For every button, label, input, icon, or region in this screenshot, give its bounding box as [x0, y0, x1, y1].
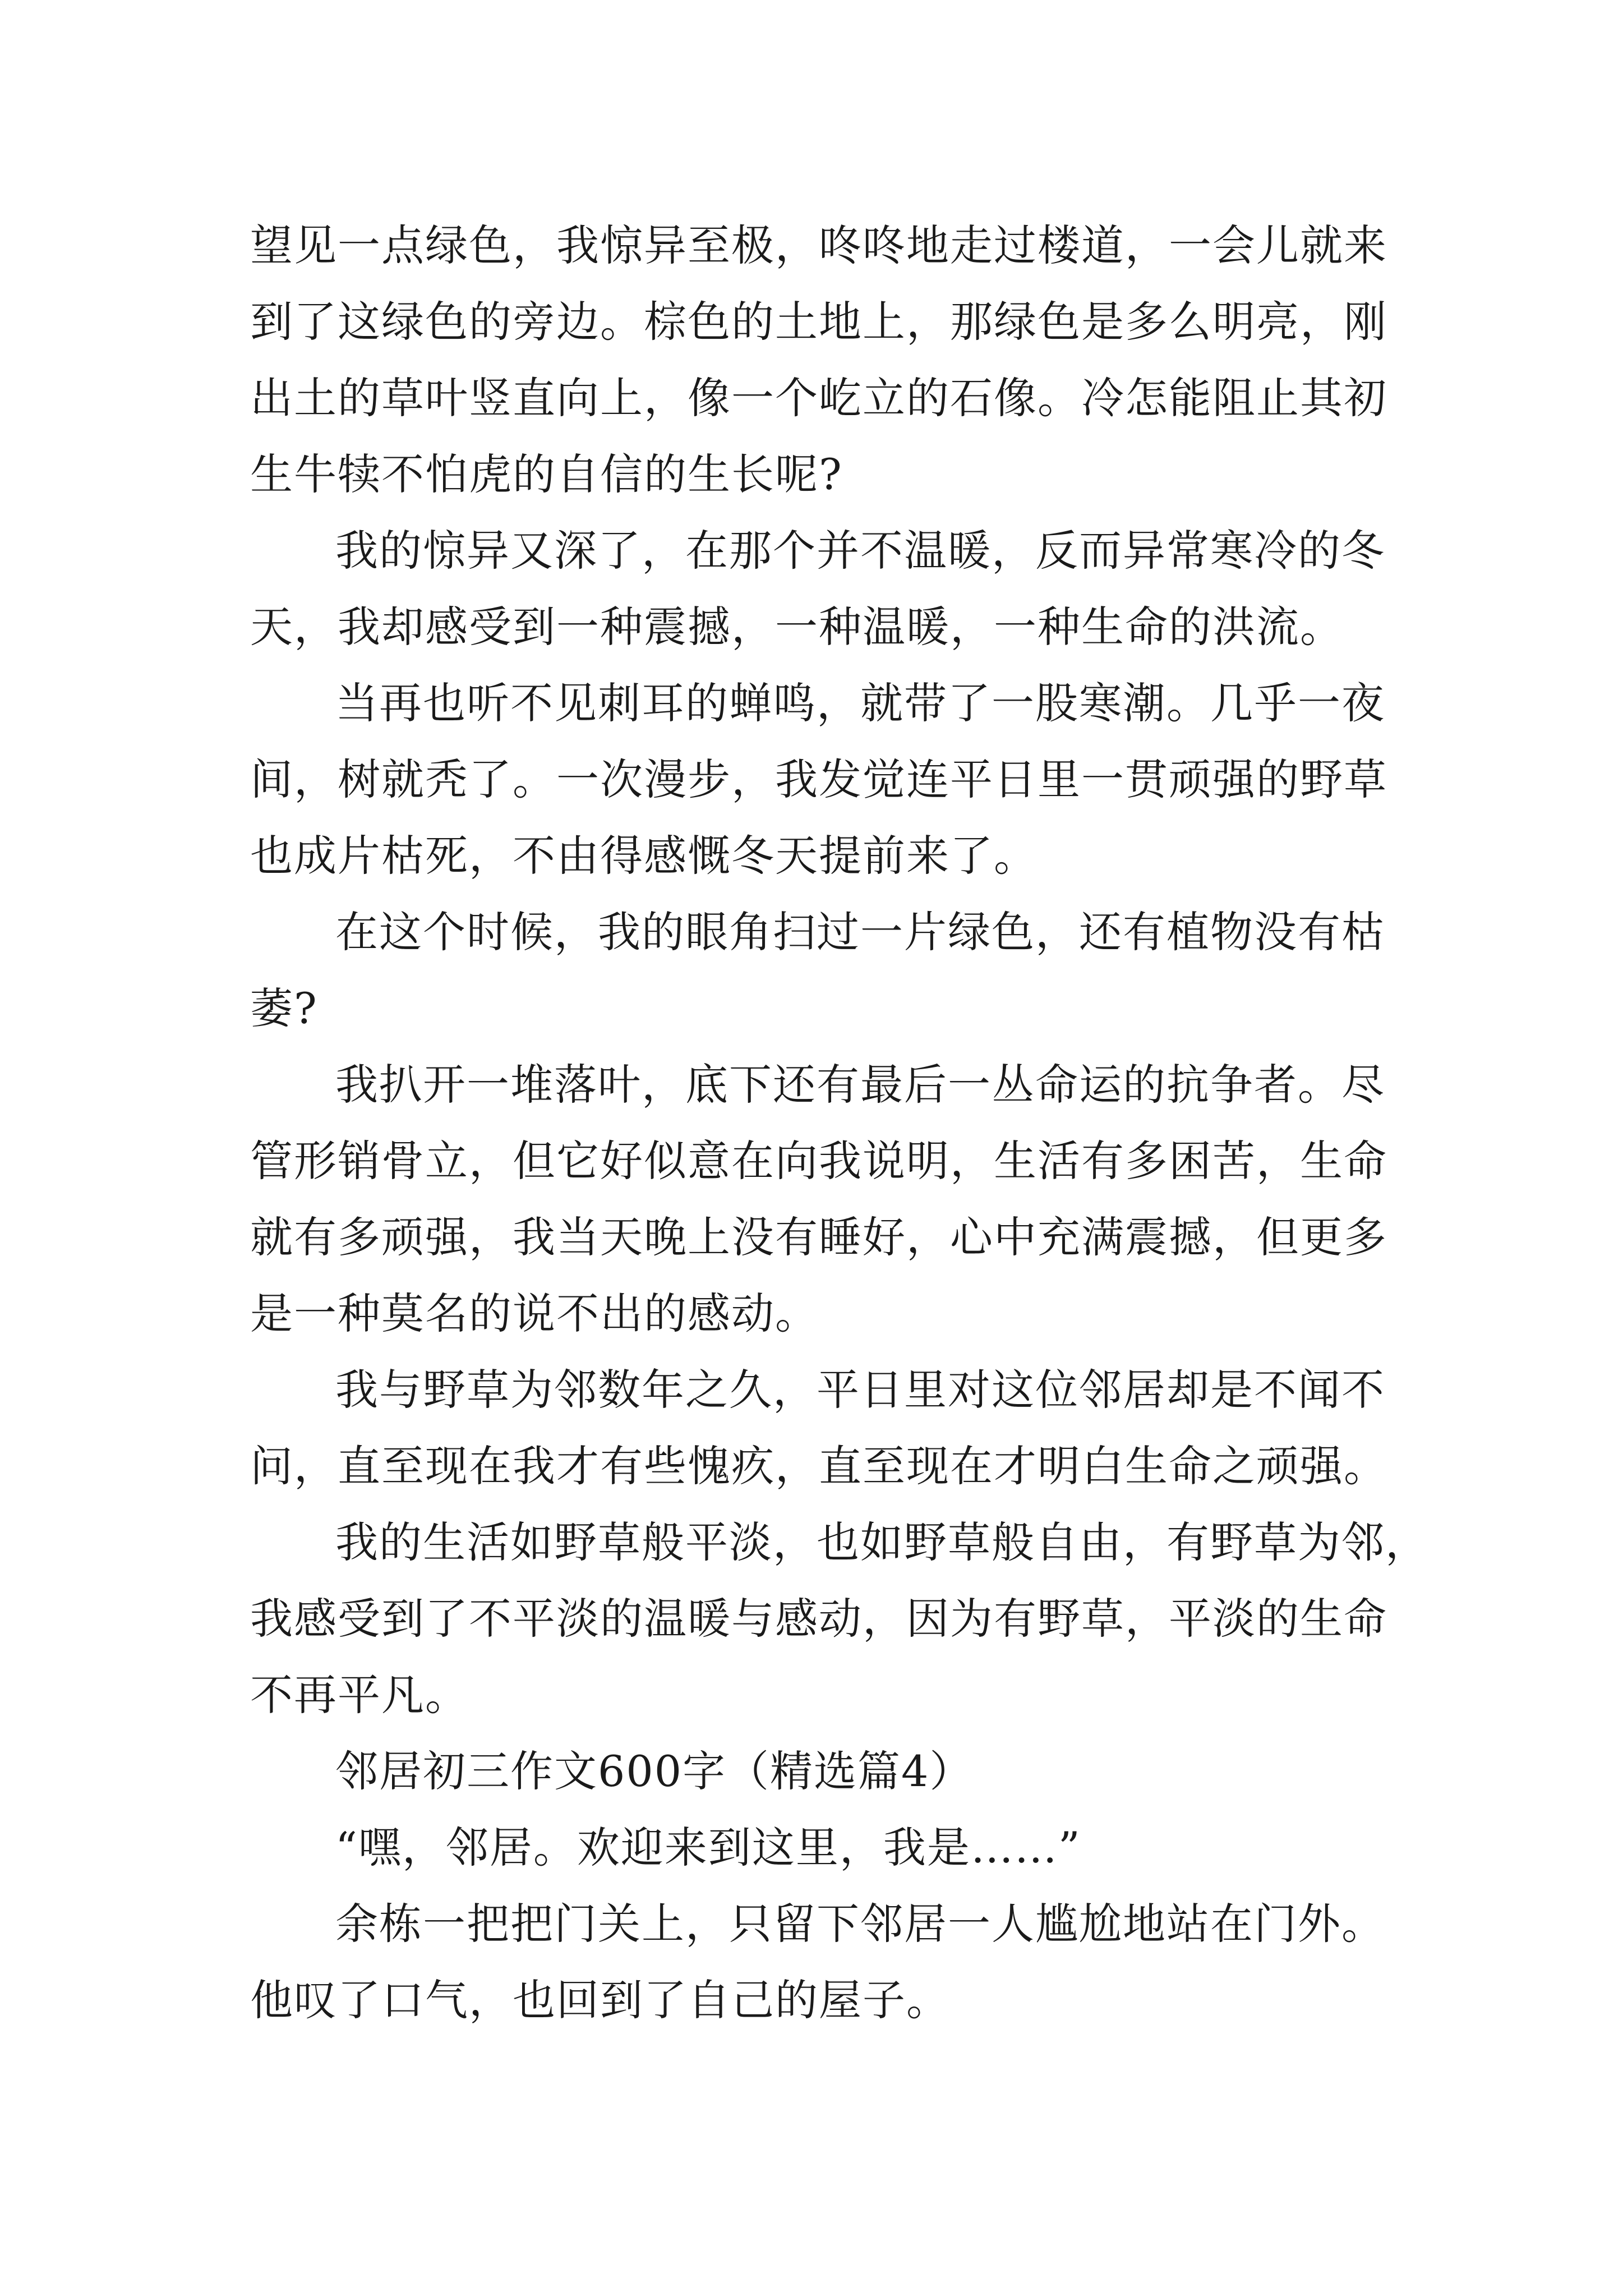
- text-line: 间，树就秃了。一次漫步，我发觉连平日里一贯顽强的野草: [250, 754, 1387, 804]
- section-heading: 邻居初三作文600字（精选篇4）: [335, 1746, 974, 1796]
- text-line: 我的生活如野草般平淡，也如野草般自由，有野草为邻，: [335, 1517, 1429, 1567]
- text-line: 也成片枯死，不由得感慨冬天提前来了。: [250, 831, 1038, 881]
- text-line: 望见一点绿色，我惊异至极，咚咚地走过楼道，一会儿就来: [250, 220, 1387, 270]
- text-line: 是一种莫名的说不出的感动。: [250, 1289, 819, 1338]
- text-line: 他叹了口气，也回到了自己的屋子。: [250, 1975, 950, 2025]
- text-line: 我扒开一堆落叶，底下还有最后一丛命运的抗争者。尽: [335, 1060, 1385, 1110]
- text-line: 萎?: [250, 983, 318, 1033]
- text-line: 出土的草叶竖直向上，像一个屹立的石像。冷怎能阻止其初: [250, 373, 1387, 423]
- text-line: 就有多顽强，我当天晚上没有睡好，心中充满震撼，但更多: [250, 1212, 1387, 1262]
- text-line: 天，我却感受到一种震撼，一种温暖，一种生命的洪流。: [250, 602, 1344, 652]
- text-line: “嘿，邻居。欢迎来到这里，我是……”: [335, 1823, 1081, 1872]
- text-line: 不再平凡。: [250, 1670, 469, 1720]
- text-line: 我与野草为邻数年之久，平日里对这位邻居却是不闻不: [335, 1365, 1385, 1415]
- text-line: 到了这绿色的旁边。棕色的土地上，那绿色是多么明亮，刚: [250, 297, 1387, 347]
- text-line: 我感受到了不平淡的温暖与感动，因为有野草，平淡的生命: [250, 1594, 1387, 1644]
- text-line: 当再也听不见刺耳的蝉鸣，就带了一股寒潮。几乎一夜: [335, 678, 1385, 728]
- text-line: 余栋一把把门关上，只留下邻居一人尴尬地站在门外。: [335, 1899, 1385, 1949]
- text-line: 在这个时候，我的眼角扫过一片绿色，还有植物没有枯: [335, 907, 1385, 957]
- text-line: 管形销骨立，但它好似意在向我说明，生活有多困苦，生命: [250, 1136, 1387, 1186]
- text-line: 我的惊异又深了，在那个并不温暖，反而异常寒冷的冬: [335, 526, 1385, 576]
- text-line: 问，直至现在我才有些愧疚，直至现在才明白生命之顽强。: [250, 1441, 1387, 1491]
- text-line: 生牛犊不怕虎的自信的生长呢?: [250, 449, 843, 499]
